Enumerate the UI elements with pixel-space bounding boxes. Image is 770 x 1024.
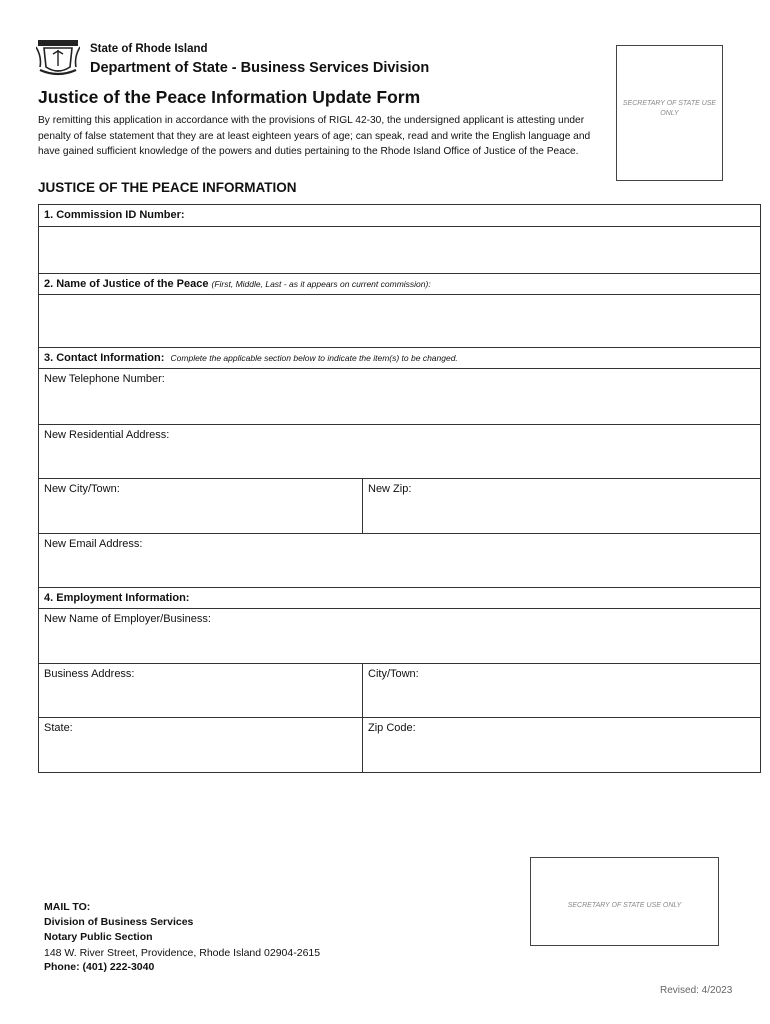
secretary-use-only-text: SECRETARY OF STATE USE ONLY <box>622 100 717 117</box>
business-zip-field[interactable] <box>362 717 761 773</box>
business-address-field[interactable] <box>38 663 363 718</box>
employment-info-label: 4. Employment Information: <box>44 592 190 604</box>
new-employer-field[interactable] <box>38 608 761 664</box>
contact-info-note: Complete the applicable section below to indicate the item(s) to be changed. <box>170 353 458 363</box>
new-city-label: New City/Town: <box>44 483 120 495</box>
new-zip-label: New Zip: <box>368 483 412 495</box>
new-email-label: New Email Address: <box>44 538 143 550</box>
section-heading: JUSTICE OF THE PEACE INFORMATION <box>38 180 297 195</box>
jp-name-header <box>38 273 761 295</box>
mail-division: Division of Business Services <box>44 916 194 928</box>
mail-to-block <box>44 900 193 945</box>
new-residential-address-field[interactable] <box>38 424 761 479</box>
revision-date: Revised: 4/2023 <box>660 985 733 996</box>
business-city-field[interactable] <box>362 663 761 718</box>
jp-name-label: 2. Name of Justice of the Peace <box>44 278 209 290</box>
business-state-field[interactable] <box>38 717 363 773</box>
commission-id-label: 1. Commission ID Number: <box>44 209 185 221</box>
form-title: Justice of the Peace Information Update Form <box>38 87 421 107</box>
secretary-use-only-text-bottom: SECRETARY OF STATE USE ONLY <box>567 902 682 909</box>
mail-phone: Phone: (401) 222-3040 <box>44 961 155 973</box>
commission-id-header <box>38 204 761 227</box>
new-city-field[interactable] <box>38 478 363 534</box>
jp-name-note: (First, Middle, Last - as it appears on current commission): <box>211 279 431 289</box>
rhode-island-seal-logo <box>36 37 80 77</box>
intro-paragraph: By remitting this application in accordance with the provisions of RIGL 42-30, the undersigned applicant is attesting under penalty of false statement that they are at least eighteen years of age; can speak, read and write the English language and have gained sufficient knowledge of the powers and duties pertaining to the Rhode Island Office of Justice of the Peace. <box>38 115 591 157</box>
new-telephone-field[interactable] <box>38 368 761 425</box>
business-state-label: State: <box>44 722 73 734</box>
jp-name-field[interactable] <box>38 294 761 348</box>
new-employer-label: New Name of Employer/Business: <box>44 613 211 625</box>
business-city-label: City/Town: <box>368 668 419 680</box>
state-name: State of Rhode Island <box>90 43 208 55</box>
mail-to-label: MAIL TO: <box>44 901 91 913</box>
department-name: Department of State - Business Services Division <box>90 60 430 76</box>
business-zip-label: Zip Code: <box>368 722 416 734</box>
commission-id-field[interactable] <box>38 226 761 274</box>
new-zip-field[interactable] <box>362 478 761 534</box>
contact-info-label: 3. Contact Information: <box>44 352 165 364</box>
new-residential-address-label: New Residential Address: <box>44 429 170 441</box>
secretary-use-only-box-top <box>616 45 723 181</box>
mail-address: 148 W. River Street, Providence, Rhode Island 02904-2615 <box>44 947 321 959</box>
business-address-label: Business Address: <box>44 668 135 680</box>
new-email-field[interactable] <box>38 533 761 588</box>
employment-info-header <box>38 587 761 609</box>
new-telephone-label: New Telephone Number: <box>44 373 165 385</box>
secretary-use-only-box-bottom <box>530 857 719 946</box>
mail-section: Notary Public Section <box>44 931 153 943</box>
contact-info-header <box>38 347 761 369</box>
